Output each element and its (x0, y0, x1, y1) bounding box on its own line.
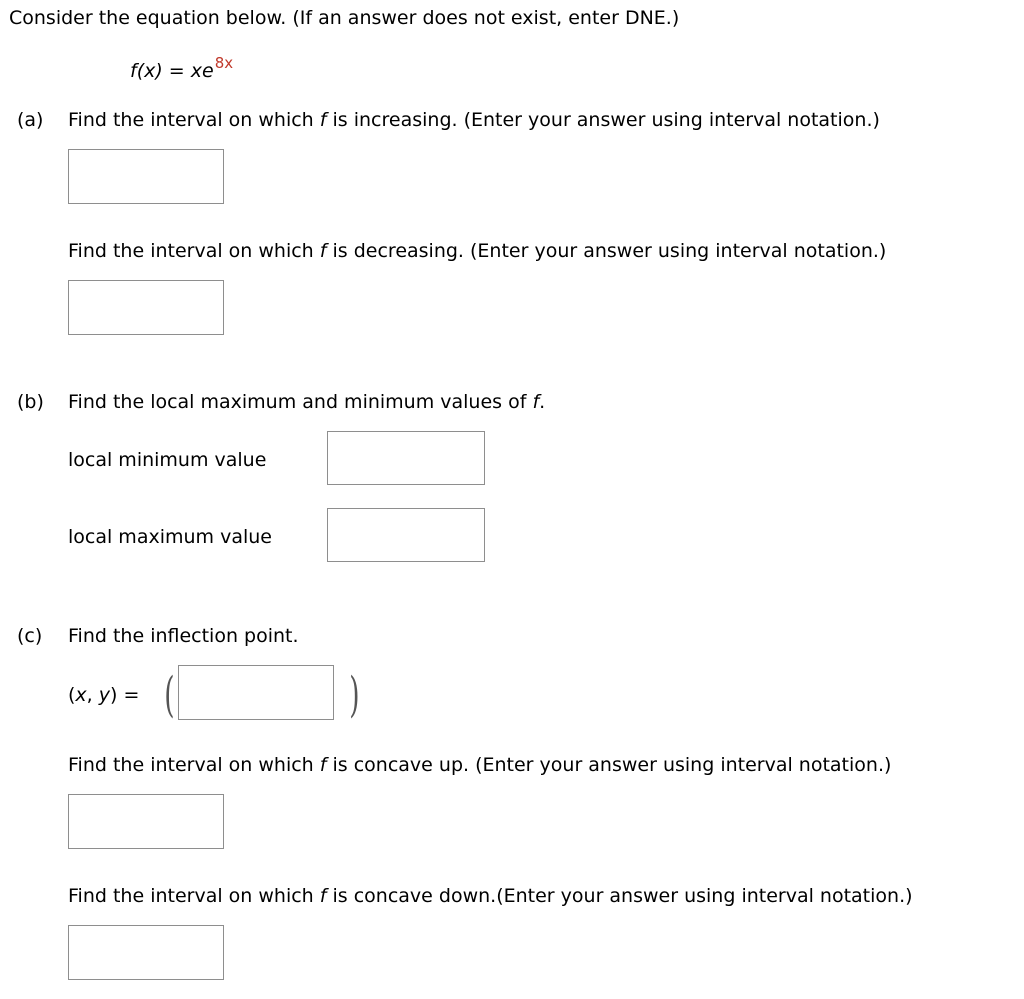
concave-down-prompt (68, 884, 913, 908)
equation (130, 54, 234, 84)
point-label-open: ( (68, 684, 76, 706)
local-min-input[interactable] (327, 431, 485, 485)
concave-down-prompt-rest: is concave down.(Enter your answer using interval notation.) (326, 885, 913, 907)
decreasing-interval-input[interactable] (68, 280, 224, 335)
increasing-prompt-f: f (319, 109, 327, 131)
concave-down-prompt-text: Find the interval on which (68, 885, 320, 907)
concave-down-input[interactable] (68, 925, 224, 980)
increasing-interval-input[interactable] (68, 149, 224, 204)
concave-up-input[interactable] (68, 794, 224, 849)
increasing-prompt-rest: is increasing. (Enter your answer using interval notation.) (326, 109, 880, 131)
equation-lhs: f(x) (130, 60, 163, 82)
part-c-label: (c) (17, 625, 43, 647)
inflection-prompt: Find the inflection point. (68, 625, 299, 647)
decreasing-prompt-rest: is decreasing. (Enter your answer using interval notation.) (326, 240, 887, 262)
decreasing-prompt-text: Find the interval on which (68, 240, 320, 262)
close-paren: ) (349, 667, 360, 723)
decreasing-prompt-f: f (319, 240, 327, 262)
extrema-prompt-period: . (539, 391, 546, 413)
point-label-comma: , (86, 684, 99, 706)
local-max-label: local maximum value (68, 526, 272, 548)
concave-up-prompt-rest: is concave up. (Enter your answer using interval notation.) (326, 754, 892, 776)
increasing-prompt (68, 108, 880, 132)
increasing-prompt-text: Find the interval on which (68, 109, 320, 131)
local-min-label: local minimum value (68, 449, 267, 471)
point-label-x: x (75, 684, 87, 706)
point-label (68, 683, 139, 707)
point-label-close: ) = (110, 684, 140, 706)
decreasing-prompt (68, 239, 886, 263)
extrema-prompt (68, 390, 545, 414)
equation-equals: = (162, 60, 191, 82)
part-a-label: (a) (17, 109, 44, 131)
extrema-prompt-f: f (532, 391, 540, 413)
local-max-input[interactable] (327, 508, 485, 562)
equation-base: xe (190, 60, 214, 82)
concave-up-prompt-text: Find the interval on which (68, 754, 320, 776)
equation-exponent: 8x (214, 54, 234, 72)
part-b-label: (b) (17, 391, 44, 413)
point-label-y: y (98, 684, 111, 706)
concave-down-prompt-f: f (319, 885, 327, 907)
concave-up-prompt-f: f (319, 754, 327, 776)
open-paren: ( (164, 667, 175, 723)
inflection-point-input[interactable] (178, 665, 334, 720)
instructions: Consider the equation below. (If an answer does not exist, enter DNE.) (9, 7, 680, 29)
extrema-prompt-text: Find the local maximum and minimum values of (68, 391, 533, 413)
concave-up-prompt (68, 753, 891, 777)
